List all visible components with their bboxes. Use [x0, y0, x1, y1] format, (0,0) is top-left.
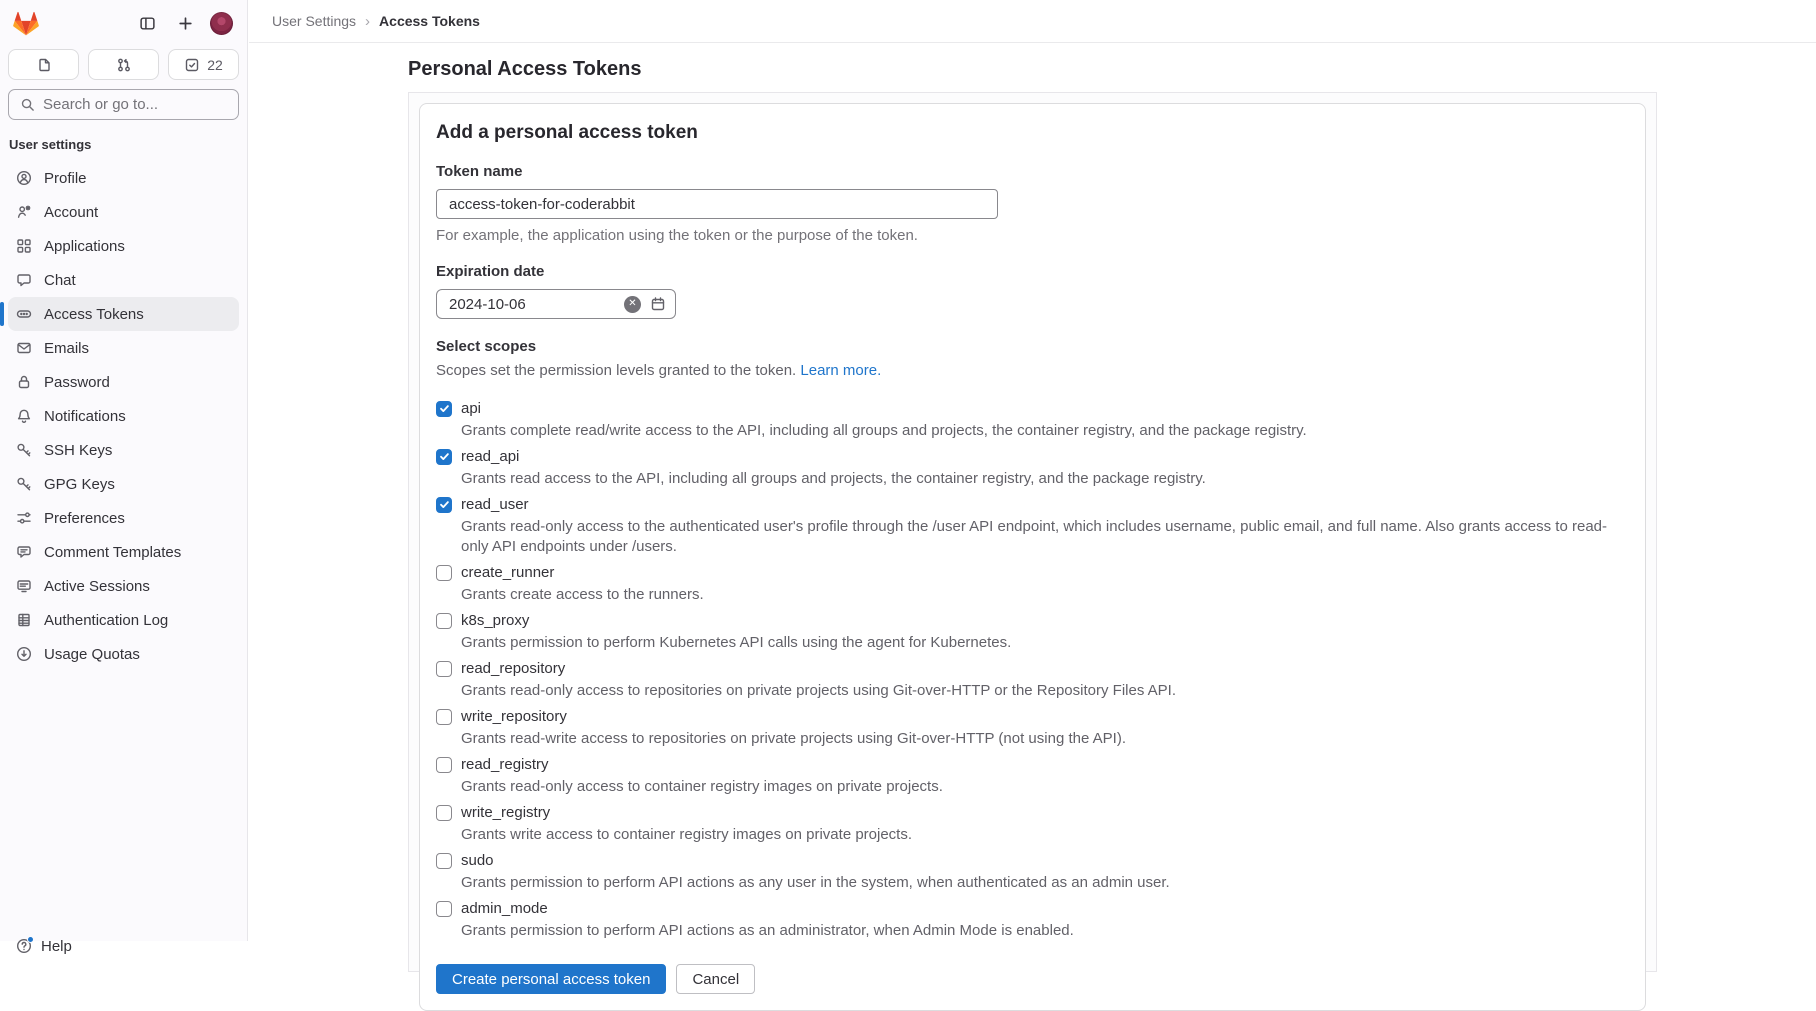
scope-description: Grants read-only access to the authenticated user's profile through the /user API endpoint, which includes username, public email, and full name. Also grants access to read-only API endpoints under /users.	[461, 518, 1607, 555]
access-tokens-icon	[16, 306, 32, 322]
scope-name[interactable]: api	[461, 400, 482, 417]
usage-quotas-icon	[16, 646, 32, 662]
plus-icon	[177, 15, 194, 32]
sidebar-nav	[0, 161, 247, 671]
sidebar-item-label: GPG Keys	[44, 475, 115, 493]
merge-requests-button[interactable]	[88, 49, 159, 80]
sidebar-item-notifications[interactable]	[8, 399, 239, 433]
close-icon: ✕	[628, 298, 637, 309]
help-label: Help	[41, 937, 72, 955]
scope-description: Grants permission to perform API actions as an administrator, when Admin Mode is enabled.	[461, 922, 1074, 939]
sidebar-item-label: Chat	[44, 271, 76, 289]
sidebar-item-label: Comment Templates	[44, 543, 182, 561]
scope-head	[436, 850, 1629, 871]
main-content	[249, 0, 1816, 988]
scope-description: Grants permission to perform API actions as any user in the system, when authenticated as an admin user.	[461, 874, 1170, 891]
learn-more-link[interactable]: Learn more.	[800, 362, 882, 379]
sidebar-item-comment-templates[interactable]	[8, 535, 239, 569]
sidebar-shortcuts	[0, 40, 247, 80]
scope-description: Grants read-write access to repositories on private projects using Git-over-HTTP (not using the API).	[461, 730, 1126, 747]
scope-name[interactable]: write_repository	[461, 708, 567, 725]
sidebar-item-label: Notifications	[44, 407, 126, 425]
scope-item-sudo	[436, 850, 1629, 893]
sidebar-item-password[interactable]	[8, 365, 239, 399]
token-name-input[interactable]	[436, 189, 998, 219]
scope-description: Grants write access to container registry images on private projects.	[461, 826, 913, 843]
authentication-log-icon	[16, 612, 32, 628]
search-input[interactable]	[8, 89, 239, 120]
todo-icon	[184, 57, 200, 73]
sidebar-item-account[interactable]	[8, 195, 239, 229]
expiration-date-input[interactable]	[436, 289, 676, 319]
calendar-icon	[650, 296, 666, 312]
sidebar-item-authentication-log[interactable]	[8, 603, 239, 637]
scope-item-write_registry	[436, 802, 1629, 845]
checkbox-admin_mode[interactable]	[436, 901, 452, 917]
scope-name[interactable]: sudo	[461, 852, 494, 869]
checkbox-read_registry[interactable]	[436, 757, 452, 773]
scope-name[interactable]: read_registry	[461, 756, 549, 773]
issues-icon	[36, 57, 52, 73]
scope-head	[436, 494, 1629, 515]
checkbox-write_registry[interactable]	[436, 805, 452, 821]
scope-head	[436, 706, 1629, 727]
password-icon	[16, 374, 32, 390]
scope-item-api	[436, 398, 1629, 441]
scopes-description	[436, 362, 1629, 379]
scope-name[interactable]: k8s_proxy	[461, 612, 530, 629]
scope-name[interactable]: admin_mode	[461, 900, 548, 917]
scope-description: Grants complete read/write access to the API, including all groups and projects, the container registry, and the package registry.	[461, 422, 1307, 439]
sidebar-item-label: Account	[44, 203, 99, 221]
sidebar-item-label: Applications	[44, 237, 125, 255]
account-icon	[16, 204, 32, 220]
sidebar-item-preferences[interactable]	[8, 501, 239, 535]
checkbox-k8s_proxy[interactable]	[436, 613, 452, 629]
checkbox-create_runner[interactable]	[436, 565, 452, 581]
scope-item-k8s_proxy	[436, 610, 1629, 653]
card-heading: Add a personal access token	[436, 122, 698, 143]
emails-icon	[16, 340, 32, 356]
page-title: Personal Access Tokens	[408, 58, 642, 80]
chat-icon	[16, 272, 32, 288]
form-actions	[436, 964, 1629, 994]
clear-date-button[interactable]	[624, 296, 641, 313]
sidebar-header	[0, 0, 247, 40]
sidebar-item-label: Profile	[44, 169, 87, 187]
checkbox-read_user[interactable]	[436, 497, 452, 513]
sidebar-item-applications[interactable]	[8, 229, 239, 263]
checkbox-write_repository[interactable]	[436, 709, 452, 725]
sidebar-item-chat[interactable]	[8, 263, 239, 297]
scope-head	[436, 398, 1629, 419]
scope-item-admin_mode	[436, 898, 1629, 941]
sidebar-item-profile[interactable]	[8, 161, 239, 195]
scope-head	[436, 658, 1629, 679]
checkbox-api[interactable]	[436, 401, 452, 417]
sidebar-item-ssh-keys[interactable]	[8, 433, 239, 467]
help-button[interactable]	[8, 930, 239, 962]
sidebar-section-label: User settings	[9, 137, 92, 152]
sidebar-item-usage-quotas[interactable]	[8, 637, 239, 671]
sidebar-item-label: Password	[44, 373, 110, 391]
scope-item-write_repository	[436, 706, 1629, 749]
token-name-label: Token name	[436, 163, 523, 180]
sidebar-item-access-tokens[interactable]	[8, 297, 239, 331]
scopes-list	[436, 398, 1629, 941]
key-icon	[16, 442, 32, 458]
notifications-icon	[16, 408, 32, 424]
todo-list-button[interactable]	[168, 49, 239, 80]
expiration-date-label: Expiration date	[436, 263, 545, 280]
sidebar-footer	[0, 930, 247, 955]
scope-item-read_registry	[436, 754, 1629, 797]
scope-item-read_repository	[436, 658, 1629, 701]
preferences-icon	[16, 510, 32, 526]
scope-head	[436, 898, 1629, 919]
checkbox-read_api[interactable]	[436, 449, 452, 465]
scope-item-create_runner	[436, 562, 1629, 605]
sidebar-item-label: Access Tokens	[44, 305, 144, 323]
breadcrumb	[249, 0, 1816, 43]
sidebar-toggle-button[interactable]	[134, 11, 160, 37]
sidebar-item-emails[interactable]	[8, 331, 239, 365]
create-new-button[interactable]	[172, 11, 198, 37]
add-token-card	[419, 103, 1646, 1011]
scope-head	[436, 446, 1629, 467]
sidebar-item-label: Authentication Log	[44, 611, 169, 629]
scope-item-read_api	[436, 446, 1629, 489]
scope-name[interactable]: create_runner	[461, 564, 555, 581]
scope-name[interactable]: read_user	[461, 496, 529, 513]
breadcrumb-user-settings[interactable]: User Settings	[272, 13, 357, 29]
scope-name[interactable]: read_repository	[461, 660, 566, 677]
sidebar-item-label: Usage Quotas	[44, 645, 140, 663]
sidebar	[0, 0, 248, 955]
sidebar-item-label: SSH Keys	[44, 441, 113, 459]
settings-panel	[408, 92, 1657, 988]
key-icon	[16, 476, 32, 492]
token-name-help: For example, the application using the token or the purpose of the token.	[436, 227, 918, 244]
checkbox-sudo[interactable]	[436, 853, 452, 869]
applications-icon	[16, 238, 32, 254]
scope-description: Grants create access to the runners.	[461, 586, 704, 603]
search-icon	[20, 97, 35, 112]
scope-item-read_user	[436, 494, 1629, 557]
scope-head	[436, 754, 1629, 775]
scope-name[interactable]: read_api	[461, 448, 520, 465]
create-token-button[interactable]: Create personal access token	[436, 964, 666, 994]
expiration-date-value: 2024-10-06	[449, 295, 526, 313]
profile-icon	[16, 170, 32, 186]
sidebar-item-label: Emails	[44, 339, 90, 357]
search-placeholder: Search or go to...	[43, 96, 159, 113]
user-avatar[interactable]	[210, 12, 233, 35]
scope-description: Grants read-only access to repositories on private projects using Git-over-HTTP or the Repository Files API.	[461, 682, 1177, 699]
todo-count: 22	[207, 56, 223, 73]
issues-button[interactable]	[8, 49, 79, 80]
cancel-button[interactable]: Cancel	[676, 964, 755, 994]
scope-description: Grants permission to perform Kubernetes API calls using the agent for Kubernetes.	[461, 634, 1012, 651]
scope-head	[436, 562, 1629, 583]
scope-head	[436, 802, 1629, 823]
chevron-right-icon: ›	[365, 12, 371, 30]
gitlab-logo-icon[interactable]	[13, 11, 39, 36]
sidebar-item-gpg-keys[interactable]	[8, 467, 239, 501]
scope-description: Grants read access to the API, including all groups and projects, the container registry, and the package registry.	[461, 470, 1206, 487]
active-sessions-icon	[16, 578, 32, 594]
help-notification-dot	[27, 936, 34, 943]
scope-description: Grants read-only access to container registry images on private projects.	[461, 778, 943, 795]
scopes-description-text: Scopes set the permission levels granted to the token.	[436, 362, 797, 379]
calendar-picker-button[interactable]	[650, 296, 666, 312]
scope-head	[436, 610, 1629, 631]
scope-name[interactable]: write_registry	[461, 804, 551, 821]
panel-toggle-icon	[139, 15, 156, 32]
sidebar-item-active-sessions[interactable]	[8, 569, 239, 603]
breadcrumb-access-tokens: Access Tokens	[379, 13, 480, 29]
sidebar-item-label: Preferences	[44, 509, 125, 527]
sidebar-item-label: Active Sessions	[44, 577, 150, 595]
select-scopes-label: Select scopes	[436, 338, 537, 355]
checkbox-read_repository[interactable]	[436, 661, 452, 677]
merge-request-icon	[116, 57, 132, 73]
comment-templates-icon	[16, 544, 32, 560]
